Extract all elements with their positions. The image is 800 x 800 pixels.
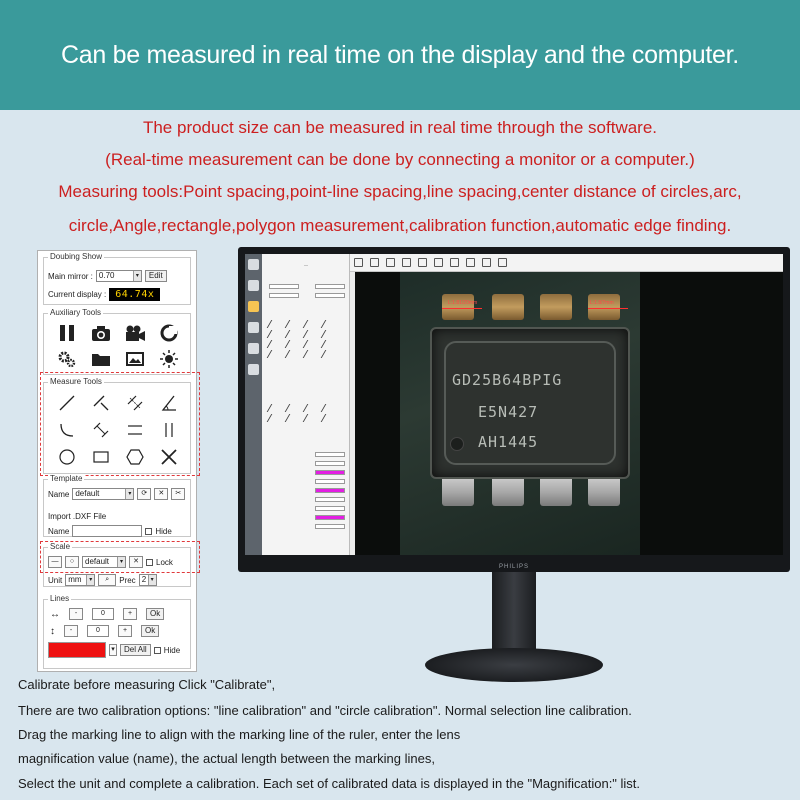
mini-color-field[interactable] — [315, 515, 345, 520]
template-load-icon[interactable]: ⟳ — [137, 488, 151, 500]
template-delete-icon[interactable]: ✕ — [154, 488, 168, 500]
chip-pin — [492, 294, 524, 320]
plus-label: + — [122, 627, 128, 634]
horizontal-arrows-icon: ↔ — [50, 608, 60, 620]
mini-field[interactable] — [315, 497, 345, 502]
toolbar-icon[interactable] — [450, 258, 459, 267]
monitor-brand: PHILIPS — [498, 564, 529, 570]
template-name-label: Name — [48, 489, 70, 499]
mini-tool-grid — [269, 320, 339, 358]
measure-label: L:1.8/7mm — [590, 300, 614, 306]
chevron-down-icon: ▾ — [148, 575, 156, 585]
settings-gears-icon[interactable] — [50, 346, 84, 372]
chevron-down-icon[interactable]: ▾ — [109, 644, 117, 656]
mini-field[interactable] — [269, 293, 299, 298]
main-mirror-value: 0.70 — [98, 271, 115, 280]
v-plus-button[interactable] — [118, 625, 132, 637]
measure-line — [588, 308, 628, 309]
sidebar-icon[interactable] — [248, 259, 259, 270]
software-sidebar — [245, 254, 262, 555]
circle-calibrate-icon[interactable]: ○ — [65, 556, 79, 568]
lock-label: Lock — [156, 557, 173, 567]
v-value-input[interactable] — [87, 625, 109, 637]
line-color-swatch[interactable] — [48, 642, 106, 658]
toolbar-icon[interactable] — [498, 258, 507, 267]
current-display-value: 64.74x — [109, 288, 160, 301]
edit-label: Edit — [148, 271, 163, 280]
h-ok-button[interactable] — [146, 608, 164, 620]
mini-field[interactable] — [269, 284, 299, 289]
ok-label: Ok — [150, 609, 161, 618]
sidebar-icon[interactable] — [248, 364, 259, 375]
mini-color-field[interactable] — [315, 470, 345, 475]
chevron-down-icon: ▾ — [133, 271, 141, 281]
vertical-arrows-icon: ↕ — [50, 625, 55, 637]
camera-view[interactable] — [355, 272, 783, 555]
image-icon[interactable] — [118, 346, 152, 372]
intro-line: (Real-time measurement can be done by connecting a monitor or a computer.) — [105, 150, 695, 169]
mini-field[interactable] — [315, 479, 345, 484]
del-all-label: Del All — [124, 645, 147, 654]
lines-hide-label: Hide — [163, 645, 181, 655]
intro-line: circle,Angle,rectangle,polygon measurement,calibration function,automatic edge finding. — [68, 216, 732, 235]
doubling-title: Doubing Show — [50, 252, 103, 261]
main-mirror-label: Main mirror : — [48, 271, 93, 281]
measure-label: L:1.81/20mm — [448, 300, 478, 306]
main-mirror-select[interactable] — [96, 270, 142, 282]
sidebar-icon[interactable] — [248, 322, 259, 333]
v-value: 0 — [96, 627, 100, 634]
software-settings-panel — [262, 254, 350, 555]
software-panel — [37, 250, 197, 672]
template-cut-icon[interactable]: ✂ — [171, 488, 185, 500]
auxiliary-title: Auxiliary Tools — [50, 308, 101, 317]
unit-value: mm — [68, 575, 82, 584]
prec-select[interactable] — [139, 574, 157, 586]
hide-label: Hide — [155, 526, 172, 536]
settings-section-header: — — [304, 262, 308, 267]
software-toolbar — [350, 254, 783, 272]
monitor-stand-base — [425, 648, 603, 682]
mini-form — [269, 282, 345, 300]
scale-delete-icon[interactable]: ✕ — [129, 556, 143, 568]
h-minus-button[interactable] — [69, 608, 83, 620]
description-line: Drag the marking line to align with the marking line of the ruler, enter the lens — [18, 727, 461, 742]
h-value: 0 — [101, 610, 105, 617]
chip-orientation-dot — [450, 437, 464, 451]
mini-field[interactable] — [315, 506, 345, 511]
scale-title: Scale — [50, 542, 71, 551]
v-minus-button[interactable] — [64, 625, 78, 637]
chevron-down-icon: ▾ — [125, 489, 133, 499]
chevron-down-icon: ▾ — [86, 575, 94, 585]
mini-field[interactable] — [315, 524, 345, 529]
minus-label: - — [69, 627, 73, 634]
chip-marking: E5N427 — [478, 403, 539, 421]
sidebar-icon[interactable] — [248, 280, 259, 291]
line-calibrate-icon[interactable]: — — [48, 556, 62, 568]
toolbar-icon[interactable] — [354, 258, 363, 267]
measure-line — [442, 308, 482, 309]
lines-title: Lines — [50, 594, 70, 603]
intro-text — [0, 110, 800, 245]
camera-icon[interactable] — [84, 320, 118, 346]
measure-title: Measure Tools — [50, 377, 102, 386]
del-all-button[interactable] — [120, 644, 151, 656]
import-dxf-label: Import .DXF File — [48, 512, 107, 521]
description-line: magnification value (name), the actual length between the marking lines, — [18, 751, 435, 766]
intro-line: The product size can be measured in real time through the software. — [142, 118, 658, 137]
chip-marking: AH1445 — [478, 433, 539, 451]
toolbar-icon[interactable] — [370, 258, 379, 267]
description-line: Select the unit and complete a calibration. Each set of calibrated data is displayed in the "Magnification:" list. — [18, 776, 641, 791]
chip-pin — [540, 294, 572, 320]
prec-value: 2 — [141, 575, 147, 584]
chip-body — [430, 327, 630, 479]
folder-icon[interactable] — [84, 346, 118, 372]
template-value: default — [75, 489, 100, 498]
prec-label: Prec — [119, 575, 136, 585]
toolbar-icon[interactable] — [386, 258, 395, 267]
banner-title: Can be measured in real time on the display and the computer. — [61, 40, 739, 69]
h-plus-button[interactable] — [123, 608, 137, 620]
mini-field[interactable] — [315, 452, 345, 457]
template-name2-label: Name — [48, 526, 70, 536]
mini-field[interactable] — [315, 461, 345, 466]
mini-field[interactable] — [315, 284, 345, 289]
chip-pin — [588, 294, 620, 320]
toolbar-icon[interactable] — [466, 258, 475, 267]
mini-color-field[interactable] — [315, 488, 345, 493]
ok-label: Ok — [145, 626, 156, 635]
lines-hide-checkbox[interactable] — [154, 647, 161, 654]
sidebar-icon[interactable] — [248, 301, 259, 312]
pcb-image — [400, 272, 640, 555]
chip-pin — [442, 294, 474, 320]
banner — [0, 0, 800, 110]
template-select[interactable] — [72, 488, 134, 500]
monitor-stand-neck — [492, 572, 536, 657]
measure-highlight — [40, 372, 200, 476]
dxf-name-input[interactable] — [72, 525, 142, 537]
mini-field[interactable] — [315, 293, 345, 298]
description-line: There are two calibration options: "line calibration" and "circle calibration". Normal selection line calibration. — [18, 703, 632, 718]
h-value-input[interactable] — [92, 608, 114, 620]
video-camera-icon[interactable] — [118, 320, 152, 346]
v-ok-button[interactable] — [141, 625, 159, 637]
intro-line: Measuring tools:Point spacing,point-line spacing,line spacing,center distance of circles,arc, — [58, 182, 742, 201]
template-title: Template — [50, 474, 83, 483]
mini-settings-form — [269, 450, 345, 531]
toolbar-icon[interactable] — [402, 258, 411, 267]
monitor — [238, 247, 790, 572]
pause-icon[interactable] — [50, 320, 84, 346]
chevron-down-icon: ▾ — [117, 557, 125, 567]
mini-aux-grid — [269, 404, 339, 422]
description-line: Calibrate before measuring Click "Calibrate", — [18, 677, 276, 692]
unit-select[interactable] — [65, 574, 95, 586]
toolbar-icon[interactable] — [434, 258, 443, 267]
template-group — [43, 474, 191, 537]
monitor-screen — [245, 254, 783, 555]
scale-value: default — [85, 557, 110, 566]
auxiliary-group — [43, 308, 191, 375]
plus-label: + — [127, 610, 133, 617]
sidebar-icon[interactable] — [248, 343, 259, 354]
doubling-group — [43, 252, 191, 305]
chip-marking: GD25B64BPIG — [452, 371, 563, 389]
toolbar-icon[interactable] — [482, 258, 491, 267]
magnifier-icon[interactable]: ⌕ — [98, 574, 116, 586]
current-display-label: Current display : — [48, 290, 107, 299]
edit-button[interactable] — [145, 270, 167, 282]
brightness-icon[interactable] — [152, 346, 186, 372]
unit-label: Unit — [48, 575, 63, 585]
toolbar-icon[interactable] — [418, 258, 427, 267]
hide-checkbox[interactable] — [145, 528, 152, 535]
rotate-icon[interactable] — [152, 320, 186, 346]
scale-highlight — [40, 541, 200, 573]
minus-label: - — [74, 610, 78, 617]
lines-group — [43, 594, 191, 669]
